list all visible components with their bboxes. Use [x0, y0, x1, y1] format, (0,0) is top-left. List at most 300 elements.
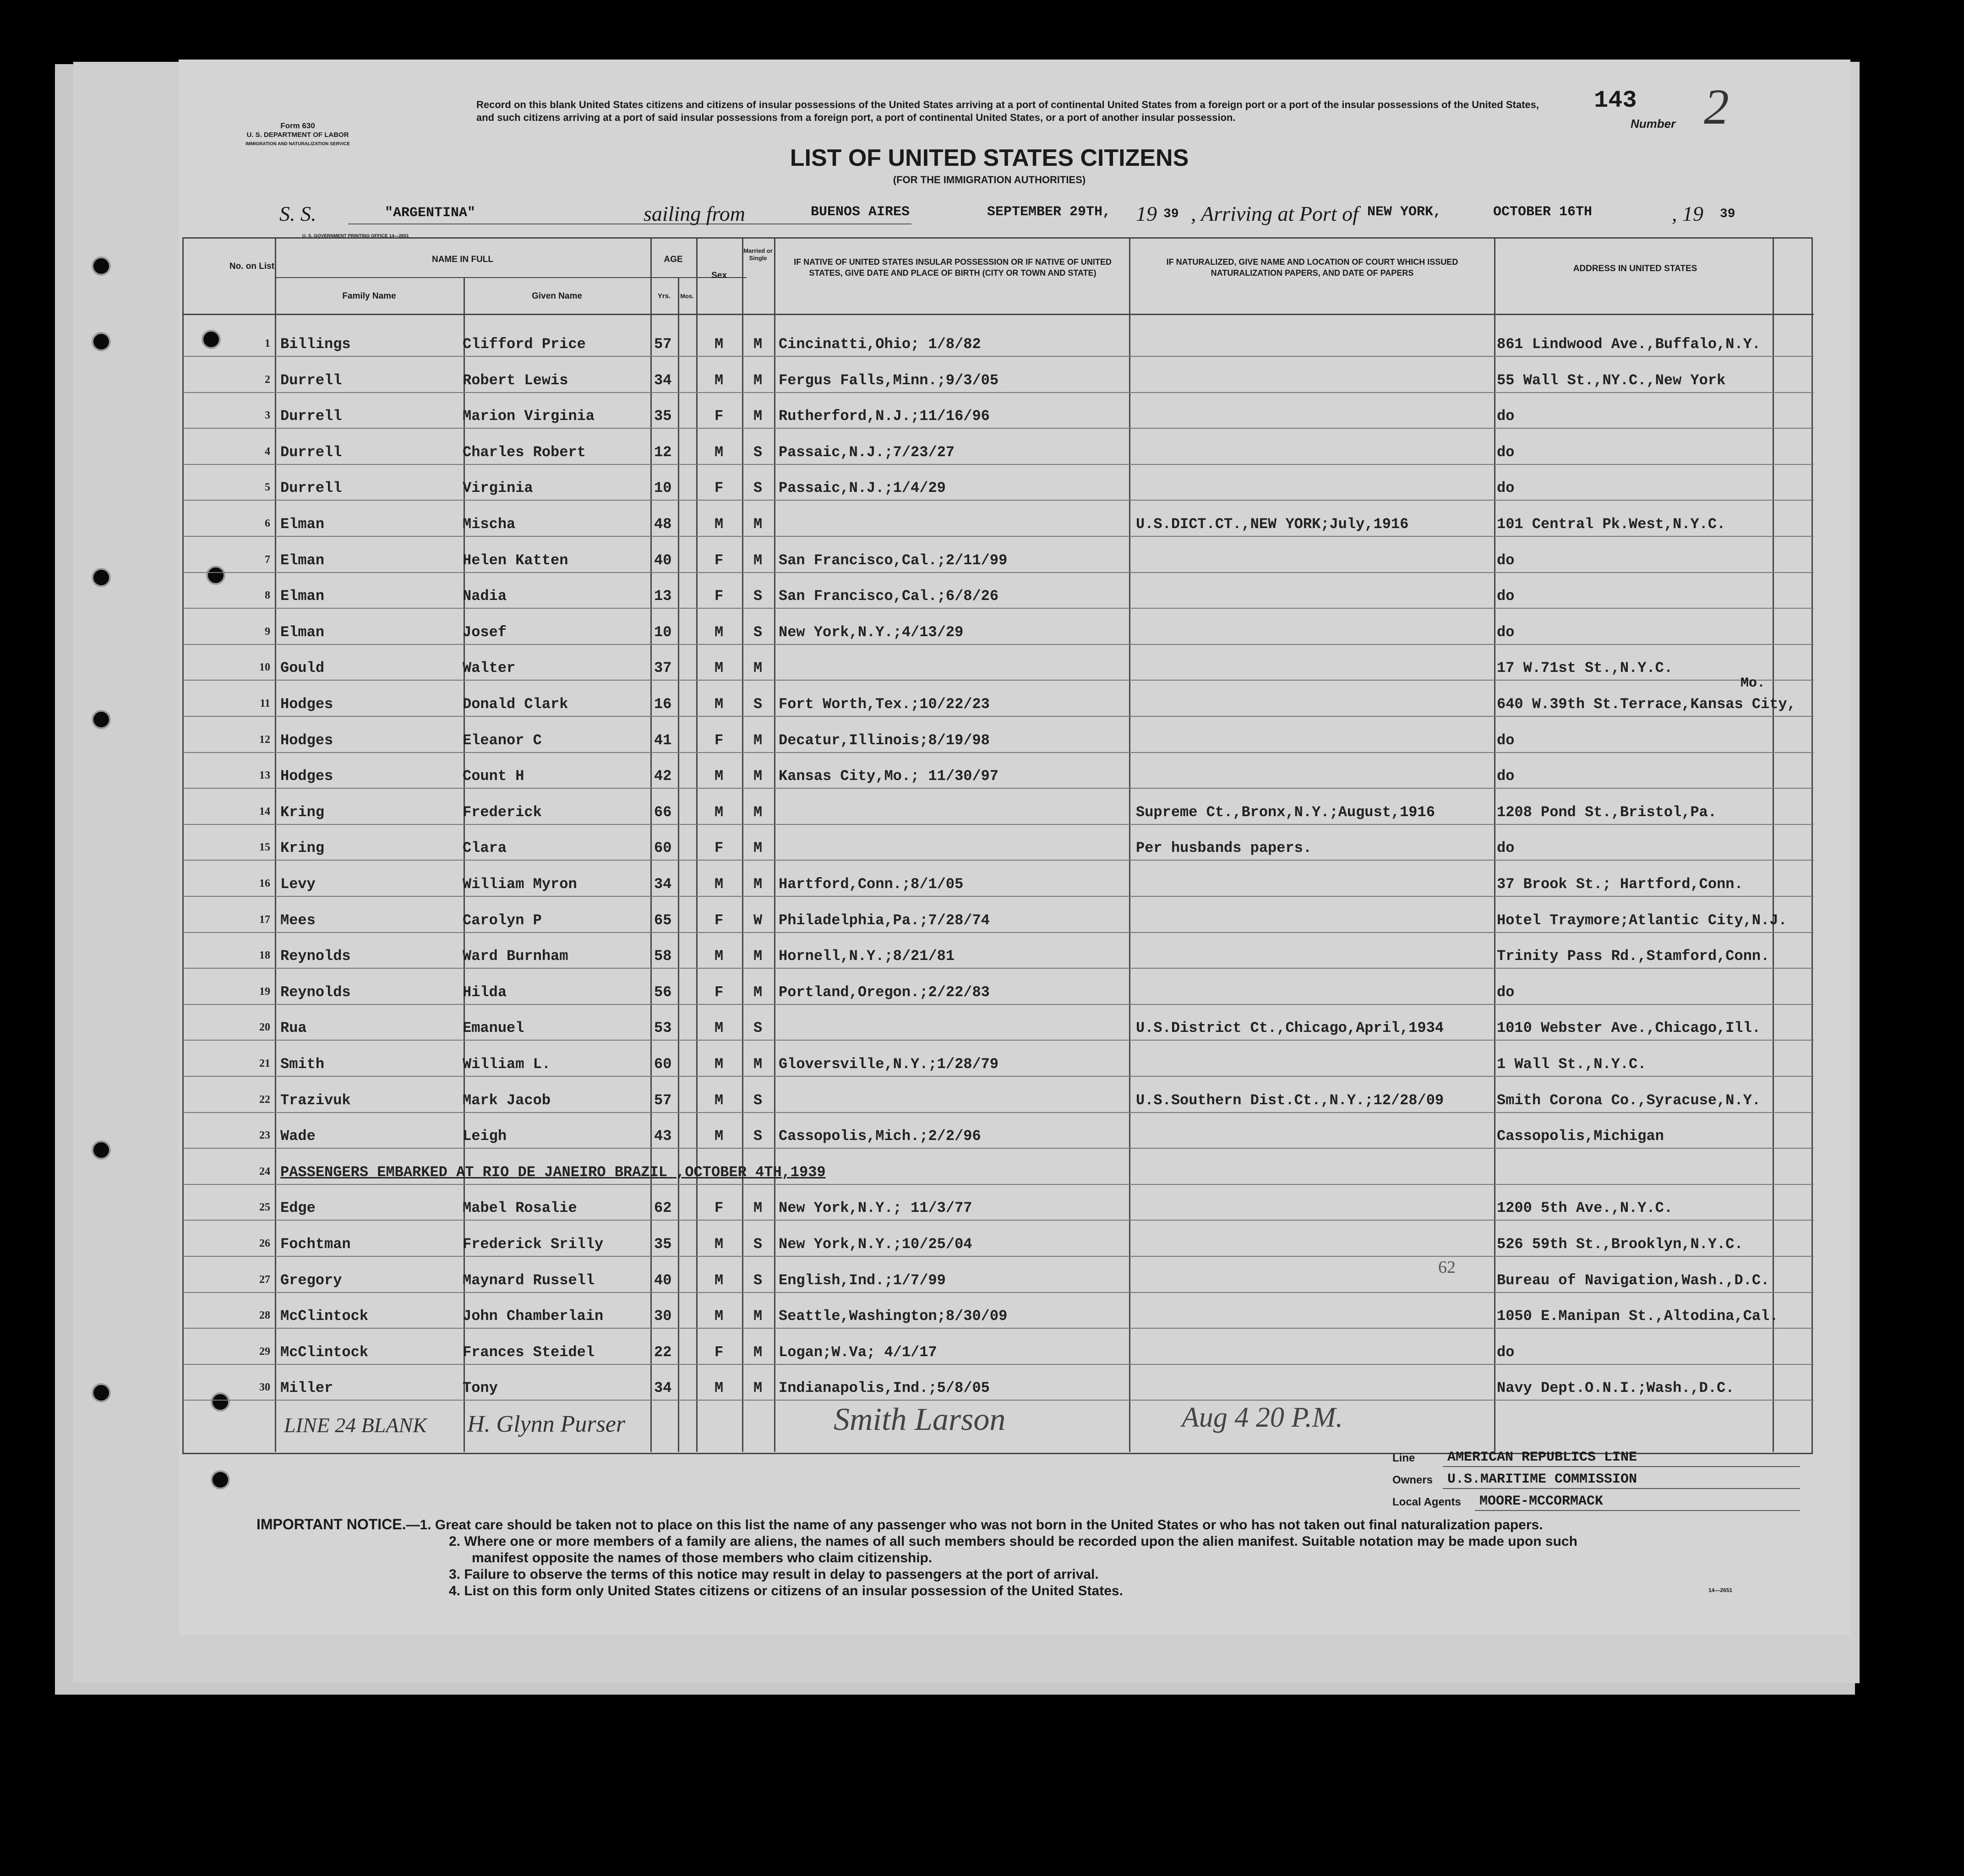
cell-family: Hodges [280, 732, 333, 749]
cell-no: 3 [265, 409, 270, 421]
cell-no: 5 [265, 481, 270, 493]
cell-ms: M [753, 732, 763, 749]
age-subrule [650, 277, 696, 278]
form-number: Form 630 [280, 121, 315, 130]
cell-sex: F [715, 408, 724, 425]
cell-sex: F [715, 912, 724, 929]
cell-sex: M [715, 876, 724, 893]
cell-addr: 861 Lindwood Ave.,Buffalo,N.Y. [1497, 336, 1761, 353]
cell-ms: M [753, 876, 763, 893]
cell-addr: do [1497, 984, 1515, 1001]
ss-label: S. S. [279, 202, 316, 225]
page-subtitle: (FOR THE IMMIGRATION AUTHORITIES) [893, 174, 1086, 185]
line24-note: LINE 24 BLANK [284, 1413, 427, 1437]
cell-no: 21 [259, 1058, 270, 1069]
row-rule [183, 716, 1814, 717]
cell-birth: San Francisco,Cal.;2/11/99 [779, 552, 1008, 569]
row-rule [183, 356, 1814, 357]
cell-yrs: 42 [654, 768, 672, 785]
cell-birth: Cincinatti,Ohio; 1/8/82 [779, 336, 981, 353]
row-rule [183, 1076, 1814, 1077]
cell-birth: Logan;W.Va; 4/1/17 [779, 1344, 937, 1361]
cell-nat: Per husbands papers. [1136, 840, 1312, 856]
cell-birth: Decatur,Illinois;8/19/98 [779, 732, 990, 749]
cell-sex: M [715, 336, 724, 353]
cell-sex: F [715, 732, 724, 749]
cell-yrs: 13 [654, 588, 672, 605]
cell-no: 22 [259, 1094, 270, 1106]
cell-yrs: 60 [654, 1056, 672, 1073]
cell-no: 2 [265, 374, 270, 386]
cell-ms: M [753, 372, 763, 389]
row-rule [183, 1112, 1814, 1113]
cell-no: 14 [259, 806, 270, 818]
col-naturalized: IF NATURALIZED, GIVE NAME AND LOCATION OF COURT WHICH ISSUED NATURALIZATION PAPERS, AND DATE OF PAPERS [1166, 257, 1458, 278]
cell-ms: S [753, 624, 763, 641]
year-1: 39 [1163, 207, 1179, 221]
row-rule [183, 608, 1814, 609]
cell-no: 10 [259, 661, 270, 673]
cell-family: Durrell [280, 408, 342, 425]
col-birth: IF NATIVE OF UNITED STATES INSULAR POSSESSION OR IF NATIVE OF UNITED STATES, GIVE DATE AND PLACE OF BIRTH (CITY OR TOWN AND STATE) [794, 257, 1112, 278]
cell-yrs: 40 [654, 1272, 672, 1289]
cell-birth: Portland,Oregon.;2/22/83 [779, 984, 990, 1001]
cell-sex: M [715, 372, 724, 389]
cell-sex: F [715, 552, 724, 569]
cell-no: 6 [265, 518, 270, 529]
binder-hole-icon [92, 1383, 111, 1402]
cell-sex: M [715, 1056, 724, 1073]
cell-family: Edge [280, 1200, 316, 1216]
cell-yrs: 16 [654, 696, 672, 713]
col-yrs: Yrs. [657, 292, 671, 300]
cell-given: William L. [463, 1056, 551, 1073]
inspector-date: Aug 4 20 P.M. [1182, 1402, 1343, 1433]
cell-yrs: 53 [654, 1020, 672, 1036]
cell-no: 19 [259, 986, 270, 998]
cell-no: 7 [265, 554, 270, 566]
cell-family: Elman [280, 624, 325, 641]
row-rule [183, 428, 1814, 429]
row-rule [183, 1292, 1814, 1293]
cell-ms: W [753, 912, 763, 929]
cell-addr: 17 W.71st St.,N.Y.C. [1497, 660, 1673, 676]
cell-family: PASSENGERS EMBARKED AT RIO DE JANEIRO BRAZIL ,OCTOBER 4TH,1939 [280, 1164, 826, 1181]
cell-family: McClintock [280, 1308, 369, 1325]
cell-given: Nadia [463, 588, 507, 605]
cell-given: Frances Steidel [463, 1344, 595, 1361]
cell-birth: Passaic,N.J.;1/4/29 [779, 480, 946, 496]
cell-ms: M [753, 660, 763, 676]
col-family: Family Name [342, 291, 396, 301]
cell-yrs: 41 [654, 732, 672, 749]
cell-sex: F [715, 480, 724, 496]
inspector-signature: Smith Larson [834, 1402, 1006, 1437]
cell-birth: Hartford,Conn.;8/1/05 [779, 876, 964, 893]
cell-no: 28 [259, 1309, 270, 1321]
cell-given: Count H [463, 768, 524, 785]
cell-sex: F [715, 588, 724, 605]
line-value: AMERICAN REPUBLICS LINE [1447, 1450, 1637, 1465]
cell-birth: New York,N.Y.;10/25/04 [779, 1236, 972, 1253]
owners-label: Owners [1392, 1474, 1433, 1486]
cell-ms: S [753, 696, 763, 713]
cell-ms: M [753, 336, 763, 353]
cell-ms: M [753, 984, 763, 1001]
cell-birth: Gloversville,N.Y.;1/28/79 [779, 1056, 999, 1073]
cell-addr: do [1497, 552, 1515, 569]
cell-addr: do [1497, 480, 1515, 496]
row-rule [183, 1364, 1814, 1365]
page-title: LIST OF UNITED STATES CITIZENS [790, 145, 1189, 171]
cell-addr: 1208 Pond St.,Bristol,Pa. [1497, 804, 1717, 821]
cell-family: Elman [280, 552, 325, 569]
cell-sex: M [715, 1380, 724, 1396]
mo-annotation: Mo. [1740, 676, 1766, 691]
cell-family: Smith [280, 1056, 325, 1073]
cell-family: Hodges [280, 768, 333, 785]
cell-yrs: 57 [654, 336, 672, 353]
cell-addr: 37 Brook St.; Hartford,Conn. [1497, 876, 1743, 893]
binder-hole-icon [211, 1470, 230, 1489]
row-rule [183, 1400, 1814, 1401]
cell-given: Eleanor C [463, 732, 542, 749]
cell-ms: M [753, 1308, 763, 1325]
row-rule [183, 1220, 1814, 1221]
cell-family: Durrell [280, 444, 342, 461]
voyage-line [279, 202, 1837, 229]
cell-addr: 101 Central Pk.West,N.Y.C. [1497, 516, 1726, 533]
cell-birth: Seattle,Washington;8/30/09 [779, 1308, 1008, 1325]
printer-mark: U. S. GOVERNMENT PRINTING OFFICE 14—2651 [302, 234, 409, 239]
cell-addr: 55 Wall St.,NY.C.,New York [1497, 372, 1726, 389]
cell-given: Leigh [463, 1128, 507, 1145]
cell-ms: S [753, 1236, 763, 1253]
year-prefix-2: , 19 [1672, 202, 1703, 225]
cell-nat: Supreme Ct.,Bronx,N.Y.;August,1916 [1136, 804, 1435, 821]
row-rule [183, 860, 1814, 861]
from-port: BUENOS AIRES [811, 204, 910, 220]
cell-addr: 1050 E.Manipan St.,Altodina,Cal. [1497, 1308, 1779, 1325]
cell-ms: M [753, 804, 763, 821]
cell-given: Mark Jacob [463, 1092, 551, 1109]
line-label: Line [1392, 1452, 1415, 1464]
cell-no: 29 [259, 1346, 270, 1358]
agents-label: Local Agents [1392, 1496, 1461, 1508]
cell-yrs: 57 [654, 1092, 672, 1109]
cell-given: Donald Clark [463, 696, 568, 713]
purser-signature: H. Glynn Purser [467, 1411, 626, 1437]
col-name-full: NAME IN FULL [431, 255, 494, 264]
cell-sex: F [715, 984, 724, 1001]
cell-family: Kring [280, 804, 325, 821]
cell-birth: Fergus Falls,Minn.;9/3/05 [779, 372, 999, 389]
col-age: AGE [664, 255, 683, 264]
cell-no: 24 [259, 1166, 270, 1178]
cell-no: 25 [259, 1201, 270, 1213]
cell-addr: Bureau of Navigation,Wash.,D.C. [1497, 1272, 1770, 1289]
cell-ms: M [753, 948, 763, 965]
cell-yrs: 12 [654, 444, 672, 461]
row-rule [183, 1328, 1814, 1329]
service: IMMIGRATION AND NATURALIZATION SERVICE [246, 142, 350, 147]
cell-sex: F [715, 840, 724, 856]
cell-family: Reynolds [280, 984, 351, 1001]
cell-family: Billings [280, 336, 351, 353]
sailing-label: sailing from [644, 202, 745, 225]
department: U. S. DEPARTMENT OF LABOR [246, 131, 349, 139]
binder-hole-icon [92, 332, 111, 351]
cell-given: William Myron [463, 876, 577, 893]
cell-ms: S [753, 444, 763, 461]
cell-given: Clifford Price [463, 336, 586, 353]
cell-given: Maynard Russell [463, 1272, 595, 1289]
cell-given: Frederick Srilly [463, 1236, 604, 1253]
cell-yrs: 34 [654, 372, 672, 389]
cell-addr: 640 W.39th St.Terrace,Kansas City, [1497, 696, 1796, 713]
cell-ms: M [753, 1056, 763, 1073]
cell-birth: Philadelphia,Pa.;7/28/74 [779, 912, 990, 929]
cell-given: Helen Katten [463, 552, 568, 569]
cell-sex: M [715, 948, 724, 965]
cell-addr: Cassopolis,Michigan [1497, 1128, 1664, 1145]
cell-given: Frederick [463, 804, 542, 821]
cell-given: Clara [463, 840, 507, 856]
cell-birth: Hornell,N.Y.;8/21/81 [779, 948, 955, 965]
cell-ms: M [753, 408, 763, 425]
cell-no: 23 [259, 1129, 270, 1141]
cell-addr: do [1497, 624, 1515, 641]
cell-addr: Navy Dept.O.N.I.;Wash.,D.C. [1497, 1380, 1735, 1396]
cell-family: Gregory [280, 1272, 342, 1289]
cell-family: Wade [280, 1128, 316, 1145]
cell-yrs: 65 [654, 912, 672, 929]
row-rule [183, 1148, 1814, 1149]
cell-no: 17 [259, 914, 270, 926]
cell-ms: M [753, 1380, 763, 1396]
cell-ms: M [753, 768, 763, 785]
cell-yrs: 22 [654, 1344, 672, 1361]
col-sex: Sex [711, 271, 727, 280]
notice-1: —1. Great care should be taken not to place on this list the name of any passenger who was not born in the United States or who has not taken out final naturalization papers. [406, 1517, 1543, 1532]
row-rule [183, 644, 1814, 645]
cell-yrs: 37 [654, 660, 672, 676]
cell-family: Elman [280, 588, 325, 605]
cell-birth: Cassopolis,Mich.;2/2/96 [779, 1128, 981, 1145]
arrival-port: NEW YORK, [1367, 204, 1442, 220]
cell-no: 11 [260, 698, 270, 709]
cell-given: Walter [463, 660, 516, 676]
cell-family: Elman [280, 516, 325, 533]
cell-yrs: 60 [654, 840, 672, 856]
cell-given: Charles Robert [463, 444, 586, 461]
cell-ms: S [753, 1272, 763, 1289]
cell-addr: 1200 5th Ave.,N.Y.C. [1497, 1200, 1673, 1216]
cell-sex: M [715, 1308, 724, 1325]
cell-family: Gould [280, 660, 325, 676]
cell-no: 12 [259, 734, 270, 746]
cell-no: 30 [259, 1381, 270, 1393]
cell-ms: S [753, 588, 763, 605]
cell-sex: M [715, 696, 724, 713]
row-rule [183, 1256, 1814, 1257]
cell-no: 20 [259, 1021, 270, 1033]
cell-nat: U.S.DICT.CT.,NEW YORK;July,1916 [1136, 516, 1409, 533]
cell-yrs: 66 [654, 804, 672, 821]
cell-birth: Kansas City,Mo.; 11/30/97 [779, 768, 999, 785]
cell-sex: M [715, 660, 724, 676]
notice-4: 4. List on this form only United States citizens or citizens of an insular possession of the United States. [449, 1583, 1123, 1598]
cell-ms: S [753, 480, 763, 496]
carrier-block [1392, 1450, 1805, 1518]
row-rule [183, 500, 1814, 501]
cell-addr: do [1497, 768, 1515, 785]
cell-addr: do [1497, 840, 1515, 856]
cell-given: Tony [463, 1380, 498, 1396]
cell-addr: 1010 Webster Ave.,Chicago,Ill. [1497, 1020, 1761, 1036]
col-given: Given Name [532, 291, 582, 301]
cell-yrs: 48 [654, 516, 672, 533]
cell-yrs: 34 [654, 876, 672, 893]
cell-sex: F [715, 1344, 724, 1361]
row-rule [183, 680, 1814, 681]
cell-family: Kring [280, 840, 325, 856]
cell-nat: U.S.District Ct.,Chicago,April,1934 [1136, 1020, 1444, 1036]
cell-given: Carolyn P [463, 912, 542, 929]
cell-family: Miller [280, 1380, 333, 1396]
notice-2: 2. Where one or more members of a family are aliens, the names of all such members should be recorded upon the alien manifest. Suitable notation may be made upon such [449, 1534, 1577, 1549]
cell-given: Hilda [463, 984, 507, 1001]
cell-ms: M [753, 552, 763, 569]
notice-3: 3. Failure to observe the terms of this notice may result in delay to passengers at the port of arrival. [449, 1567, 1099, 1582]
cell-yrs: 58 [654, 948, 672, 965]
cell-given: Mabel Rosalie [463, 1200, 577, 1216]
row-rule [183, 536, 1814, 537]
form-instructions: Record on this blank United States citizens and citizens of insular possessions of the United States arriving at a port of continental United States from a foreign port or a port of the insular possessions of the United States, and such citizens arriving at a port of said insular possessions from a foreign port, a port of continental United States, or a port of another insular possession. [476, 99, 1539, 123]
cell-no: 16 [259, 878, 270, 889]
col-no: No. on List [229, 262, 275, 271]
cell-addr: 526 59th St.,Brooklyn,N.Y.C. [1497, 1236, 1743, 1253]
cell-yrs: 43 [654, 1128, 672, 1145]
cell-family: Fochtman [280, 1236, 351, 1253]
binder-hole-icon [92, 1140, 111, 1160]
cell-family: Hodges [280, 696, 333, 713]
stamp-62: 62 [1438, 1258, 1456, 1277]
cell-given: Ward Burnham [463, 948, 568, 965]
depart-date: SEPTEMBER 29TH, [987, 204, 1111, 220]
col-married: Married or Single [743, 247, 773, 262]
cell-sex: M [715, 1020, 724, 1036]
notice-2b: manifest opposite the names of those members who claim citizenship. [472, 1550, 933, 1565]
cell-family: Rua [280, 1020, 307, 1036]
cell-given: John Chamberlain [463, 1308, 604, 1325]
cell-ms: S [753, 1020, 763, 1036]
ship-name: "ARGENTINA" [385, 205, 476, 221]
cell-given: Josef [463, 624, 507, 641]
cell-family: McClintock [280, 1344, 369, 1361]
cell-ms: S [753, 1092, 763, 1109]
header-rule [183, 314, 1814, 315]
cell-yrs: 62 [654, 1200, 672, 1216]
cell-sex: M [715, 804, 724, 821]
cell-yrs: 56 [654, 984, 672, 1001]
number-value: 2 [1704, 79, 1729, 135]
cell-ms: M [753, 1200, 763, 1216]
cell-birth: New York,N.Y.;4/13/29 [779, 624, 964, 641]
important-notice [256, 1516, 1805, 1599]
cell-no: 1 [265, 338, 270, 349]
cell-birth: English,Ind.;1/7/99 [779, 1272, 946, 1289]
cell-yrs: 34 [654, 1380, 672, 1396]
cell-no: 13 [259, 769, 270, 781]
page-stamp: 143 [1594, 87, 1637, 114]
cell-sex: M [715, 516, 724, 533]
cell-birth: New York,N.Y.; 11/3/77 [779, 1200, 972, 1216]
owners-value: U.S.MARITIME COMMISSION [1447, 1472, 1637, 1487]
cell-birth: Indianapolis,Ind.;5/8/05 [779, 1380, 990, 1396]
arrival-date: OCTOBER 16TH [1493, 204, 1593, 220]
row-rule [183, 932, 1814, 933]
year-prefix-1: 19 [1136, 202, 1157, 225]
binder-hole-icon [92, 256, 111, 276]
cell-sex: M [715, 1092, 724, 1109]
row-rule [183, 896, 1814, 897]
cell-nat: U.S.Southern Dist.Ct.,N.Y.;12/28/09 [1136, 1092, 1444, 1109]
col-address: ADDRESS IN UNITED STATES [1573, 264, 1697, 273]
cell-addr: do [1497, 732, 1515, 749]
cell-sex: F [715, 1200, 724, 1216]
cell-no: 4 [265, 446, 270, 458]
binder-hole-icon [92, 710, 111, 729]
cell-birth: Rutherford,N.J.;11/16/96 [779, 408, 990, 425]
cell-no: 8 [265, 589, 270, 601]
cell-birth: Passaic,N.J.;7/23/27 [779, 444, 955, 461]
cell-sex: M [715, 444, 724, 461]
row-rule [183, 752, 1814, 753]
cell-addr: do [1497, 408, 1515, 425]
cell-addr: Smith Corona Co.,Syracuse,N.Y. [1497, 1092, 1761, 1109]
cell-birth: Fort Worth,Tex.;10/22/23 [779, 696, 990, 713]
cell-yrs: 35 [654, 1236, 672, 1253]
col-mos: Mos. [680, 293, 694, 300]
cell-yrs: 40 [654, 552, 672, 569]
cell-given: Marion Virginia [463, 408, 595, 425]
cell-ms: M [753, 1344, 763, 1361]
cell-sex: M [715, 768, 724, 785]
row-rule [183, 1184, 1814, 1185]
row-rule [183, 788, 1814, 789]
cell-given: Emanuel [463, 1020, 524, 1036]
cell-addr: 1 Wall St.,N.Y.C. [1497, 1056, 1647, 1073]
cell-addr: do [1497, 444, 1515, 461]
binder-hole-icon [92, 568, 111, 587]
cell-ms: M [753, 840, 763, 856]
form-code: 14—2651 [1708, 1587, 1733, 1593]
arriving-label: , Arriving at Port of [1191, 202, 1358, 225]
cell-sex: M [715, 1128, 724, 1145]
cell-no: 9 [265, 626, 270, 638]
cell-no: 26 [259, 1238, 270, 1249]
cell-ms: S [753, 1128, 763, 1145]
cell-addr: do [1497, 588, 1515, 605]
cell-yrs: 35 [654, 408, 672, 425]
cell-family: Reynolds [280, 948, 351, 965]
year-2: 39 [1720, 207, 1735, 221]
row-rule [183, 1040, 1814, 1041]
cell-family: Durrell [280, 480, 342, 496]
cell-sex: M [715, 1272, 724, 1289]
cell-family: Trazivuk [280, 1092, 351, 1109]
